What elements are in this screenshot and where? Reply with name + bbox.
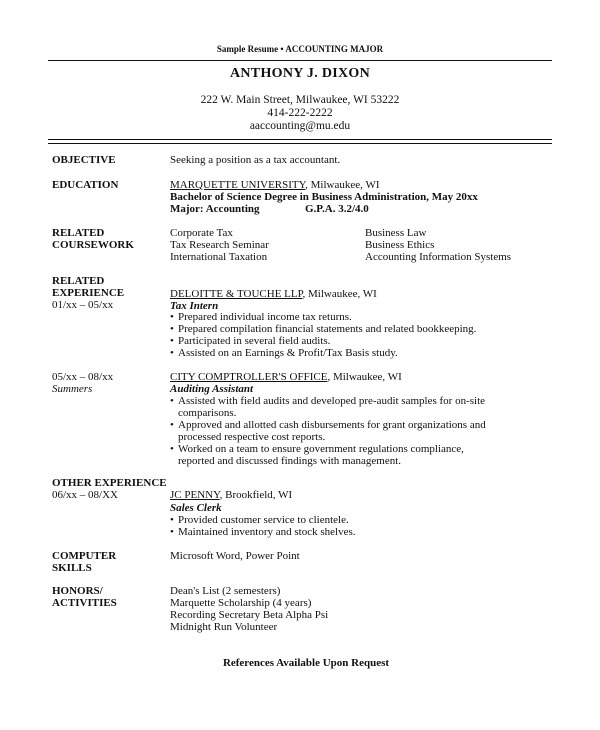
coursework-label-2: COURSEWORK <box>52 239 134 251</box>
job-dates: 01/xx – 05/xx <box>52 299 114 311</box>
job-bullet: • Provided customer service to clientele. <box>170 514 349 526</box>
honor-item: Midnight Run Volunteer <box>170 621 278 633</box>
honor-item: Recording Secretary Beta Alpha Psi <box>170 609 329 621</box>
employer-location: , Brookfield, WI <box>219 489 293 501</box>
job-bullet-continuation: comparisons. <box>178 407 237 419</box>
employer-name: JC PENNY <box>170 489 220 501</box>
experience-label-2: EXPERIENCE <box>52 287 125 299</box>
computer-label-2: SKILLS <box>52 562 92 574</box>
job-employer-line <box>170 489 292 501</box>
job-title: Auditing Assistant <box>170 383 254 395</box>
job-bullet: • Prepared individual income tax returns. <box>170 311 352 323</box>
job-employer-line <box>170 288 377 300</box>
objective-label: OBJECTIVE <box>52 154 116 166</box>
major: Major: Accounting <box>170 203 260 215</box>
computer-skills: Microsoft Word, Power Point <box>170 550 300 562</box>
job-dates: 06/xx – 08/XX <box>52 489 118 501</box>
job-title: Tax Intern <box>170 300 219 312</box>
employer-name: CITY COMPTROLLER'S OFFICE <box>170 371 328 383</box>
computer-label-1: COMPUTER <box>52 550 117 562</box>
job-bullet-continuation: reported and discussed findings with management. <box>178 455 402 467</box>
job-dates: 05/xx – 08/xx <box>52 371 114 383</box>
job-title: Sales Clerk <box>170 502 222 514</box>
employer-name: DELOITTE & TOUCHE LLP <box>170 288 303 300</box>
honors-label-2: ACTIVITIES <box>52 597 117 609</box>
experience-label-1: RELATED <box>52 275 105 287</box>
education-label: EDUCATION <box>52 179 119 191</box>
education-school-line <box>170 179 380 191</box>
course-item: Business Ethics <box>365 239 435 251</box>
school-location: , Milwaukee, WI <box>305 179 380 191</box>
gpa: G.P.A. 3.2/4.0 <box>305 203 369 215</box>
job-bullet-continuation: processed respective cost reports. <box>178 431 326 443</box>
school-name: MARQUETTE UNIVERSITY <box>170 179 306 191</box>
contact-block <box>0 94 600 133</box>
employer-location: , Milwaukee, WI <box>302 288 377 300</box>
phone: 414-222-2222 <box>267 107 333 119</box>
employer-location: , Milwaukee, WI <box>327 371 402 383</box>
honor-item: Marquette Scholarship (4 years) <box>170 597 312 609</box>
job-bullet: • Assisted with field audits and developed pre-audit samples for on-site <box>170 395 486 407</box>
top-rule <box>48 60 552 61</box>
honors-label-1: HONORS/ <box>52 585 103 597</box>
job-bullet: • Maintained inventory and stock shelves. <box>170 526 356 538</box>
address: 222 W. Main Street, Milwaukee, WI 53222 <box>200 94 400 106</box>
other-experience-label: OTHER EXPERIENCE <box>52 477 167 489</box>
header-rule-2 <box>48 143 552 144</box>
objective-text: Seeking a position as a tax accountant. <box>170 154 341 166</box>
references-note: References Available Upon Request <box>222 657 390 669</box>
resume-small-title: Sample Resume • ACCOUNTING MAJOR <box>216 44 384 54</box>
job-bullet: • Approved and allotted cash disbursements for grant organizations and <box>170 419 486 431</box>
job-bullet: • Worked on a team to ensure government regulations compliance, <box>170 443 464 455</box>
course-item: Business Law <box>365 227 427 239</box>
job-bullet: • Participated in several field audits. <box>170 335 331 347</box>
job-bullet: • Prepared compilation financial statements and related bookkeeping. <box>170 323 477 335</box>
header-rule-1 <box>48 139 552 140</box>
honor-item: Dean's List (2 semesters) <box>170 585 281 597</box>
course-item: International Taxation <box>170 251 268 263</box>
email: aaccounting@mu.edu <box>249 120 351 132</box>
job-bullet: • Assisted on an Earnings & Profit/Tax Basis study. <box>170 347 398 359</box>
coursework-label-1: RELATED <box>52 227 105 239</box>
job-employer-line <box>170 371 402 383</box>
degree: Bachelor of Science Degree in Business Administration, May 20xx <box>170 191 478 203</box>
candidate-name: ANTHONY J. DIXON <box>229 66 370 81</box>
course-item: Accounting Information Systems <box>365 251 512 263</box>
job-season: Summers <box>52 383 93 395</box>
course-item: Corporate Tax <box>170 227 233 239</box>
course-item: Tax Research Seminar <box>170 239 269 251</box>
